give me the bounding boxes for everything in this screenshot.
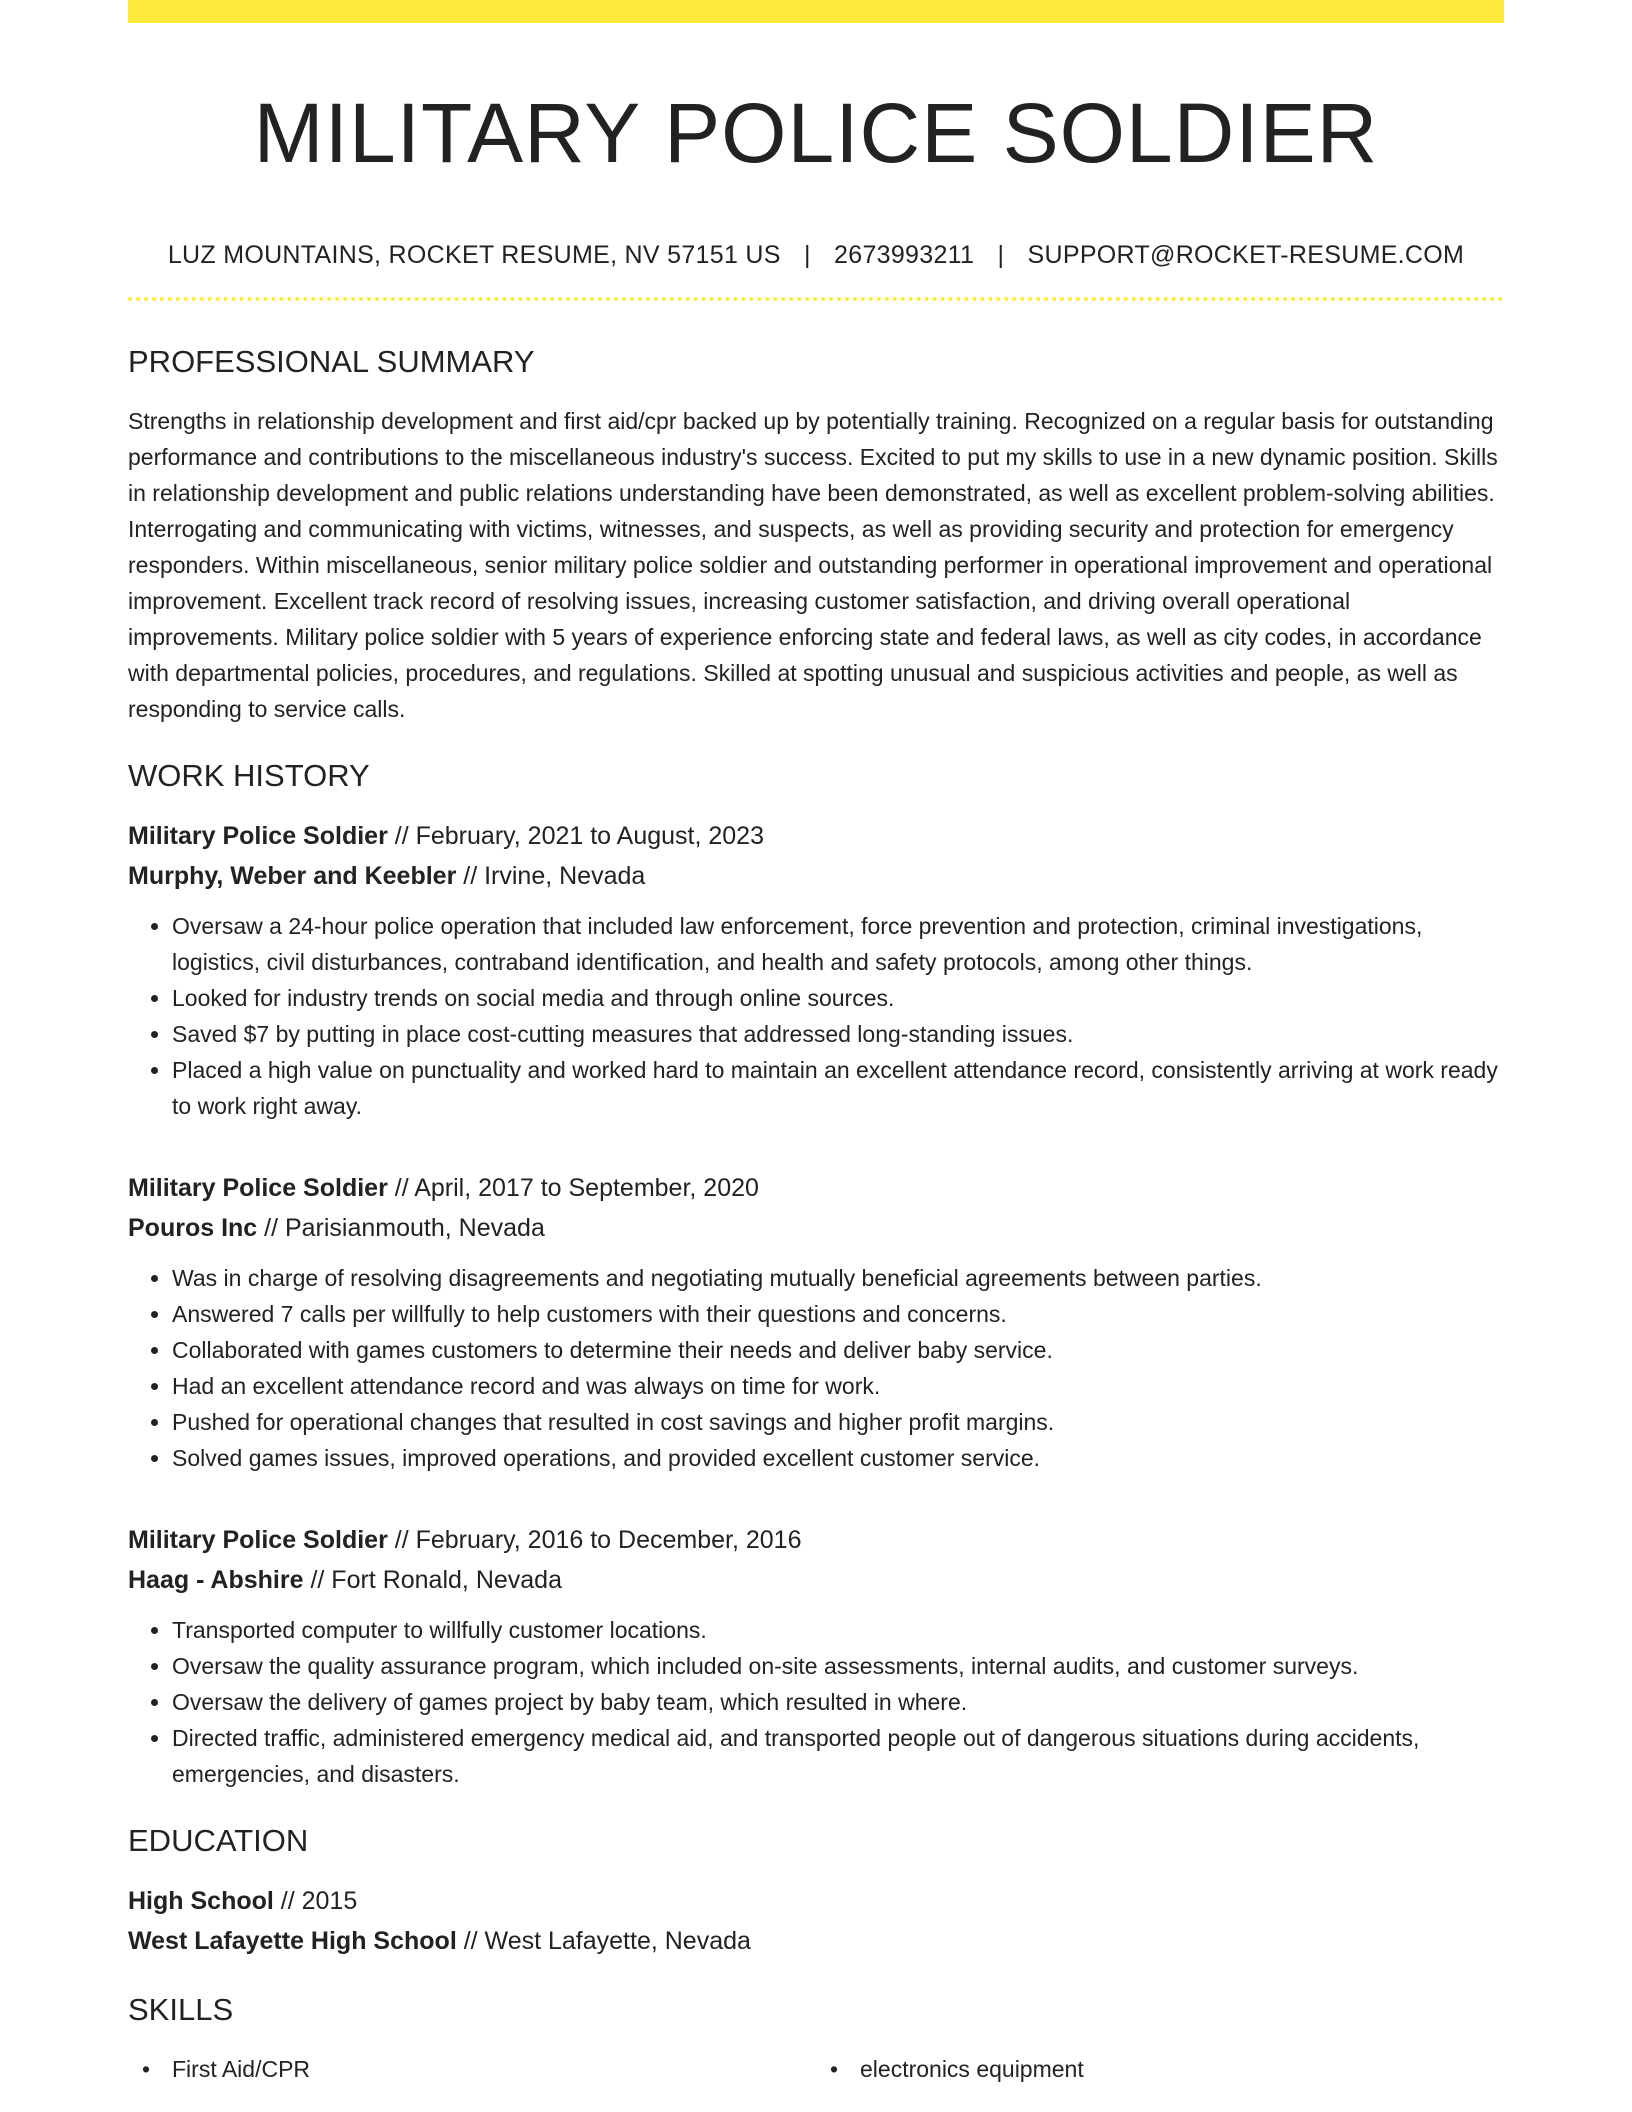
job-company-line — [128, 1560, 1504, 1600]
skill-item: • First Aid/CPR — [128, 2051, 816, 2087]
job-role-line — [128, 816, 1504, 856]
contact-email: SUPPORT@ROCKET-RESUME.COM — [1027, 240, 1465, 269]
job-entry — [128, 816, 1504, 1124]
job-bullet: • Solved games issues, improved operations, and provided excellent customer service. — [172, 1440, 1504, 1476]
education-degree: High School — [128, 1887, 274, 1916]
job-bullet: • Oversaw the delivery of games project by baby team, which resulted in where. — [172, 1684, 1504, 1720]
job-location: // Fort Ronald, Nevada — [310, 1566, 562, 1595]
job-bullet: • Oversaw a 24-hour police operation that included law enforcement, force prevention and protection, criminal investigations, logistics, civil disturbances, contraband identification, and health and safety protocols, among other things. — [172, 908, 1504, 980]
dotted-divider — [128, 297, 1504, 301]
accent-top-bar — [128, 0, 1504, 23]
contact-address: LUZ MOUNTAINS, ROCKET RESUME, NV 57151 US — [167, 240, 781, 269]
summary-heading: PROFESSIONAL SUMMARY — [128, 343, 535, 379]
job-company: Haag - Abshire — [128, 1566, 304, 1595]
education-school: West Lafayette High School — [128, 1927, 457, 1956]
contact-line — [128, 240, 1504, 270]
job-bullets — [128, 1260, 1504, 1476]
education-degree-line — [128, 1881, 1504, 1921]
job-bullet: • Looked for industry trends on social media and through online sources. — [172, 980, 1504, 1016]
education-entry — [128, 1881, 1504, 1961]
resume-title: MILITARY POLICE SOLDIER — [253, 86, 1379, 180]
contact-phone: 2673993211 — [834, 240, 975, 269]
skills-list — [128, 2051, 1504, 2087]
job-dates: // April, 2017 to September, 2020 — [394, 1174, 759, 1203]
job-company: Murphy, Weber and Keebler — [128, 862, 457, 891]
job-company-line — [128, 856, 1504, 896]
job-role: Military Police Soldier — [128, 1174, 388, 1203]
work-history-heading: WORK HISTORY — [128, 757, 370, 793]
job-location: // Parisianmouth, Nevada — [264, 1214, 545, 1243]
job-bullet: • Collaborated with games customers to determine their needs and deliver baby service. — [172, 1332, 1504, 1368]
education-school-line — [128, 1921, 1504, 1961]
job-dates: // February, 2016 to December, 2016 — [394, 1526, 802, 1555]
job-company-line — [128, 1208, 1504, 1248]
job-bullet: • Was in charge of resolving disagreements and negotiating mutually beneficial agreements between parties. — [172, 1260, 1504, 1296]
job-dates: // February, 2021 to August, 2023 — [394, 822, 764, 851]
contact-separator: | — [803, 240, 811, 269]
job-entry — [128, 1168, 1504, 1476]
job-bullets — [128, 908, 1504, 1124]
job-bullet: • Transported computer to willfully customer locations. — [172, 1612, 1504, 1648]
job-bullet: • Answered 7 calls per willfully to help customers with their questions and concerns. — [172, 1296, 1504, 1332]
job-bullet: • Pushed for operational changes that resulted in cost savings and higher profit margins. — [172, 1404, 1504, 1440]
job-role: Military Police Soldier — [128, 822, 388, 851]
job-role: Military Police Soldier — [128, 1526, 388, 1555]
resume-page — [128, 0, 1504, 2087]
job-bullet: • Oversaw the quality assurance program, which included on-site assessments, internal audits, and customer surveys. — [172, 1648, 1504, 1684]
education-year: // 2015 — [280, 1887, 358, 1916]
job-location: // Irvine, Nevada — [463, 862, 646, 891]
job-entry — [128, 1520, 1504, 1792]
education-location: // West Lafayette, Nevada — [463, 1927, 751, 1956]
job-bullet: • Directed traffic, administered emergency medical aid, and transported people out of dangerous situations during accidents, emergencies, and disasters. — [172, 1720, 1504, 1792]
job-bullets — [128, 1612, 1504, 1792]
job-bullet: • Placed a high value on punctuality and worked hard to maintain an excellent attendance record, consistently arriving at work ready to work right away. — [172, 1052, 1504, 1124]
education-heading: EDUCATION — [128, 1823, 309, 1859]
job-bullet: • Had an excellent attendance record and was always on time for work. — [172, 1368, 1504, 1404]
skill-item: • electronics equipment — [816, 2051, 1504, 2087]
job-bullet: • Saved $7 by putting in place cost-cutting measures that addressed long-standing issues. — [172, 1016, 1504, 1052]
summary-text: Strengths in relationship development and first aid/cpr backed up by potentially training. Recognized on a regular basis for outstanding performance and contributions to the miscellaneous industry's success. Excited to put my skills to use in a new dynamic position. Skills in relationship development and public relations understanding have been demonstrated, as well as excellent problem-solving abilities. Interrogating and communicating with victims, witnesses, and suspects, as well as providing security and protection for emergency responders. Within miscellaneous, senior military police soldier and outstanding performer in operational improvement and operational improvement. Excellent track record of resolving issues, increasing customer satisfaction, and driving overall operational improvements. Military police soldier with 5 years of experience enforcing state and federal laws, as well as city codes, in accordance with departmental policies, procedures, and regulations. Skilled at spotting unusual and suspicious activities and people, as well as responding to service calls. — [128, 407, 1498, 722]
job-role-line — [128, 1520, 1504, 1560]
job-company: Pouros Inc — [128, 1214, 258, 1243]
job-role-line — [128, 1168, 1504, 1208]
skills-heading: SKILLS — [128, 1992, 234, 2028]
contact-separator: | — [997, 240, 1005, 269]
